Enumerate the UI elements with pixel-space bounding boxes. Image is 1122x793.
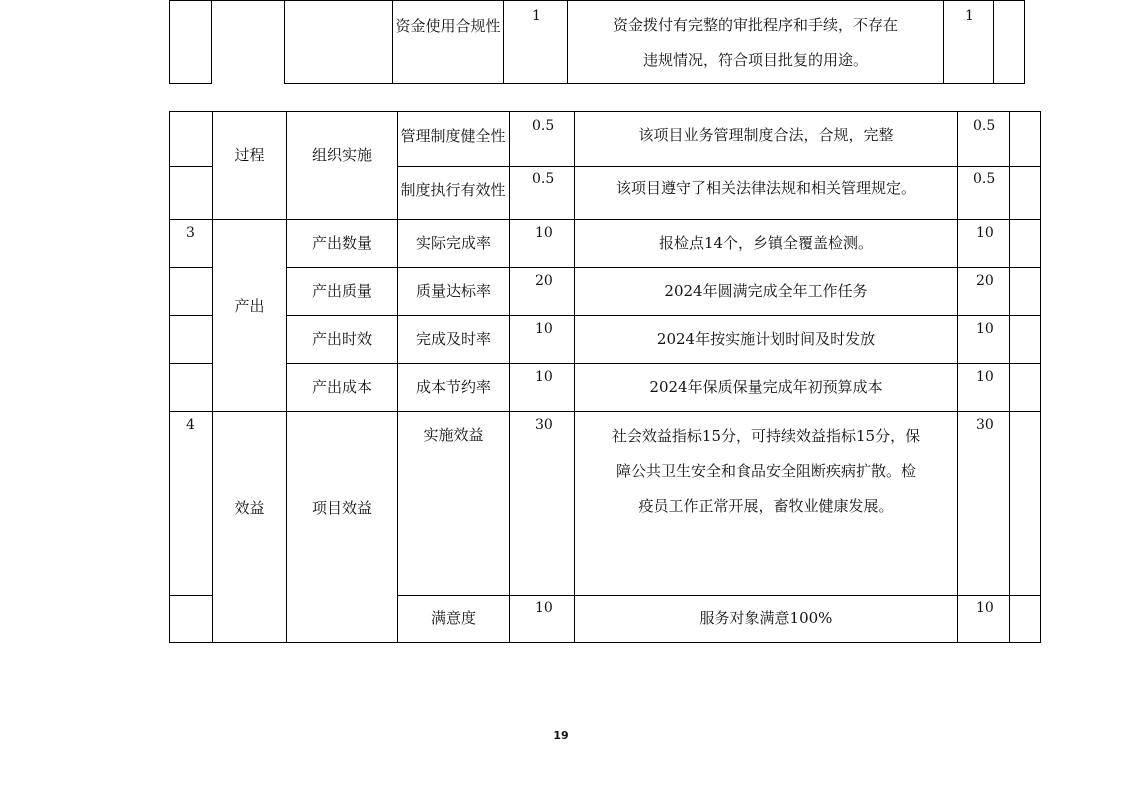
content-cell: 疫员工作正常开展，畜牧业健康发展。 [638, 497, 894, 515]
grid-line [169, 315, 212, 316]
grid-line [169, 111, 170, 643]
level3-cell: 完成及时率 [415, 330, 491, 348]
grid-line [1024, 0, 1025, 84]
grid-line [1009, 111, 1010, 643]
grid-line [169, 111, 1041, 112]
grid-line [286, 363, 1041, 364]
score-cell: 20 [976, 273, 994, 289]
content-cell: 报检点14个，乡镇全覆盖检测。 [658, 234, 874, 252]
weight-cell: 30 [535, 417, 553, 433]
weight-cell: 0.5 [532, 171, 555, 187]
grid-line [392, 0, 393, 84]
weight-cell: 20 [535, 273, 553, 289]
level2-cell: 组织实施 [311, 146, 372, 164]
content-cell: 资金拨付有完整的审批程序和手续，不存在 [612, 16, 898, 34]
grid-line [503, 0, 504, 84]
grid-line [509, 111, 510, 643]
score-cell: 10 [976, 600, 994, 616]
grid-line [397, 111, 398, 643]
grid-line [286, 111, 287, 643]
score-cell: 10 [976, 369, 994, 385]
weight-cell: 10 [535, 600, 553, 616]
content-cell: 2024年按实施计划时间及时发放 [656, 330, 876, 348]
page-number: 19 [553, 729, 569, 742]
level3-cell: 实施效益 [423, 426, 484, 444]
weight-cell: 1 [532, 8, 541, 24]
level1-cell: 效益 [234, 499, 265, 517]
grid-line [169, 0, 170, 84]
grid-line [993, 0, 994, 84]
row-number: 4 [186, 417, 195, 433]
content-cell: 社会效益指标15分，可持续效益指标15分，保 [611, 427, 921, 445]
grid-line [286, 315, 1041, 316]
grid-line [284, 83, 1025, 84]
level3-cell: 制度执行有效性 [400, 181, 506, 199]
row-number: 3 [186, 225, 195, 241]
content-cell: 2024年圆满完成全年工作任务 [664, 282, 868, 300]
grid-line [286, 267, 1041, 268]
level3-cell: 质量达标率 [415, 282, 491, 300]
grid-line [211, 0, 212, 84]
level2-cell: 产出成本 [311, 378, 372, 396]
level3-cell: 管理制度健全性 [400, 127, 506, 145]
grid-line [567, 0, 568, 84]
content-cell: 服务对象满意100% [699, 609, 833, 627]
content-cell: 障公共卫生安全和食品安全阻断疾病扩散。检 [615, 462, 916, 480]
level3-cell: 满意度 [430, 609, 476, 627]
grid-line [169, 642, 1041, 643]
score-cell: 10 [976, 321, 994, 337]
grid-line [1040, 111, 1041, 643]
weight-cell: 10 [535, 321, 553, 337]
level1-cell: 产出 [234, 297, 265, 315]
content-cell: 该项目遵守了相关法律法规和相关管理规定。 [615, 179, 916, 197]
grid-line [397, 595, 1041, 596]
grid-line [169, 363, 212, 364]
grid-line [169, 219, 1041, 220]
level2-cell: 产出质量 [311, 282, 372, 300]
level3-cell: 成本节约率 [415, 378, 491, 396]
level3-cell: 实际完成率 [415, 234, 491, 252]
grid-line [397, 166, 1041, 167]
grid-line [169, 0, 1025, 1]
level2-cell: 项目效益 [311, 499, 372, 517]
score-cell: 10 [976, 225, 994, 241]
indicator-cell: 资金使用合规性 [395, 17, 501, 35]
score-cell: 0.5 [973, 118, 996, 134]
content-cell: 违规情况，符合项目批复的用途。 [642, 51, 868, 69]
score-cell: 1 [965, 8, 974, 24]
content-cell: 该项目业务管理制度合法，合规，完整 [638, 126, 894, 144]
score-cell: 30 [976, 417, 994, 433]
grid-line [169, 83, 212, 84]
grid-line [169, 411, 1041, 412]
level2-cell: 产出数量 [311, 234, 372, 252]
grid-line [212, 111, 213, 643]
weight-cell: 10 [535, 369, 553, 385]
score-cell: 0.5 [973, 171, 996, 187]
level1-cell: 过程 [234, 146, 265, 164]
grid-line [284, 0, 285, 84]
grid-line [169, 267, 212, 268]
content-cell: 2024年保质保量完成年初预算成本 [649, 378, 883, 396]
level2-cell: 产出时效 [311, 330, 372, 348]
grid-line [169, 595, 212, 596]
grid-line [169, 166, 212, 167]
weight-cell: 10 [535, 225, 553, 241]
grid-line [943, 0, 944, 84]
weight-cell: 0.5 [532, 118, 555, 134]
grid-line [957, 111, 958, 643]
